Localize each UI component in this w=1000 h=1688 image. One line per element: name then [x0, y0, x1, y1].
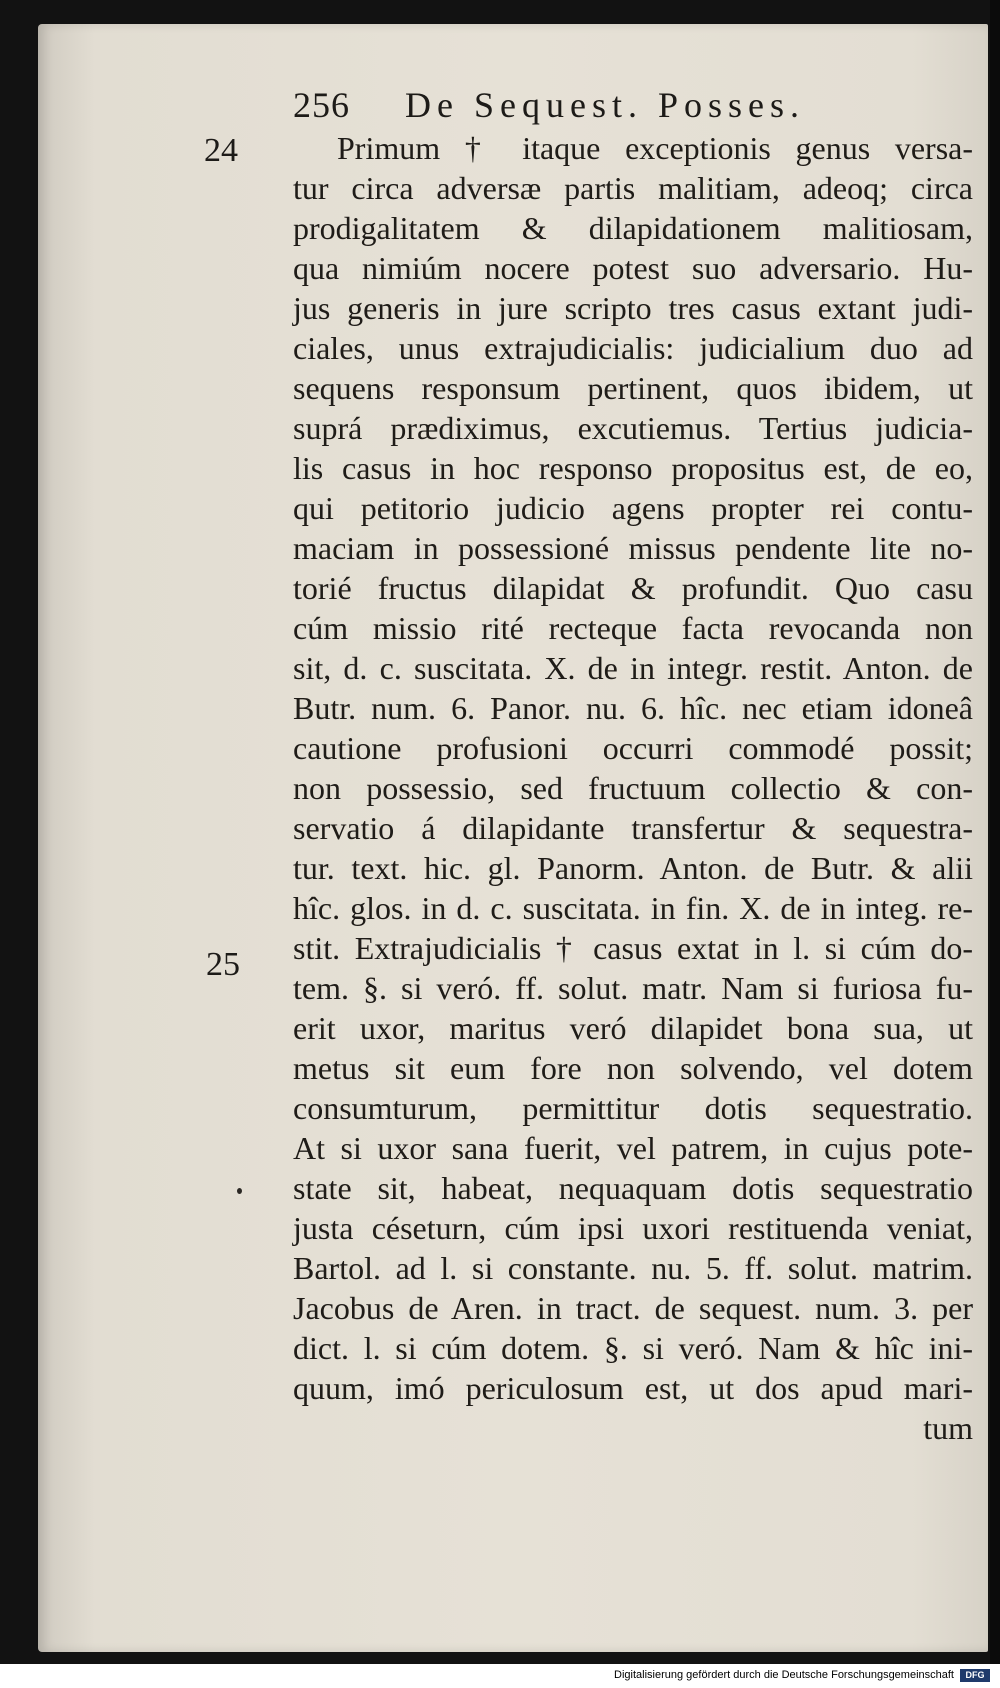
dfg-logo-icon: DFG: [960, 1669, 990, 1682]
text-line: stit. Extrajudicialis † casus extat in l. si cúm do-: [293, 930, 973, 966]
text-line: At si uxor sana fuerit, vel patrem, in cujus pote-: [293, 1130, 973, 1166]
text-line: jus generis in jure scripto tres casus extant judi-: [293, 290, 973, 326]
text-line: tem. §. si veró. ff. solut. matr. Nam si furiosa fu-: [293, 970, 973, 1006]
text-line: Butr. num. 6. Panor. nu. 6. hîc. nec etiam idoneâ: [293, 690, 973, 726]
text-line: non possessio, sed fructuum collectio & con-: [293, 770, 973, 806]
text-line: lis casus in hoc responso propositus est, de eo,: [293, 450, 973, 486]
text-line: servatio á dilapidante transfertur & sequestra-: [293, 810, 973, 846]
text-line: justa céseturn, cúm ipsi uxori restituenda veniat,: [293, 1210, 973, 1246]
running-header: [293, 84, 913, 124]
body-text: [293, 128, 973, 1448]
footer-credit: Digitalisierung gefördert durch die Deutsche Forschungsgemeinschaft: [614, 1669, 954, 1681]
text-line: state sit, habeat, nequaquam dotis sequestratio: [293, 1170, 973, 1206]
margin-mark: [237, 1188, 242, 1194]
text-line: sequens responsum pertinent, quos ibidem, ut: [293, 370, 973, 406]
text-line: cautione profusioni occurri commodé possit;: [293, 730, 973, 766]
page-number: 256: [293, 85, 350, 125]
text-line: tur circa adversæ partis malitiam, adeoq; circa: [293, 170, 973, 206]
text-line: consumturum, permittitur dotis sequestratio.: [293, 1090, 973, 1126]
text-line: quum, imó periculosum est, ut dos apud mari-: [293, 1370, 973, 1406]
text-line: ciales, unus extrajudicialis: judicialium duo ad: [293, 330, 973, 366]
text-line: metus sit eum fore non solvendo, vel dotem: [293, 1050, 973, 1086]
text-line: hîc. glos. in d. c. suscitata. in fin. X. de in integ. re-: [293, 890, 973, 926]
text-line: sit, d. c. suscitata. X. de in integr. restit. Anton. de: [293, 650, 973, 686]
text-line: torié fructus dilapidat & profundit. Quo casu: [293, 570, 973, 606]
text-line: maciam in possessioné missus pendente lite no-: [293, 530, 973, 566]
text-line: erit uxor, maritus veró dilapidet bona sua, ut: [293, 1010, 973, 1046]
text-line: prodigalitatem & dilapidationem malitiosam,: [293, 210, 973, 246]
text-line: qui petitorio judicio agens propter rei contu-: [293, 490, 973, 526]
digitization-footer: [0, 1664, 1000, 1688]
margin-note-25: 25: [206, 946, 240, 983]
text-line: cúm missio rité recteque facta revocanda non: [293, 610, 973, 646]
text-line: Primum † itaque exceptionis genus versa-: [337, 130, 973, 166]
text-line: qua nimiúm nocere potest suo adversario. Hu-: [293, 250, 973, 286]
text-line: Bartol. ad l. si constante. nu. 5. ff. solut. matrim.: [293, 1250, 973, 1286]
scan-edge: [990, 0, 1000, 1664]
catchword: tum: [923, 1410, 973, 1446]
text-line: suprá prædiximus, excutiemus. Tertius judicia-: [293, 410, 973, 446]
text-line: Jacobus de Aren. in tract. de sequest. num. 3. per: [293, 1290, 973, 1326]
text-line: tur. text. hic. gl. Panorm. Anton. de Butr. & alii: [293, 850, 973, 886]
running-title: De Sequest. Posses.: [405, 85, 805, 125]
text-line: dict. l. si cúm dotem. §. si veró. Nam & hîc ini-: [293, 1330, 973, 1366]
margin-note-24: 24: [204, 132, 238, 169]
